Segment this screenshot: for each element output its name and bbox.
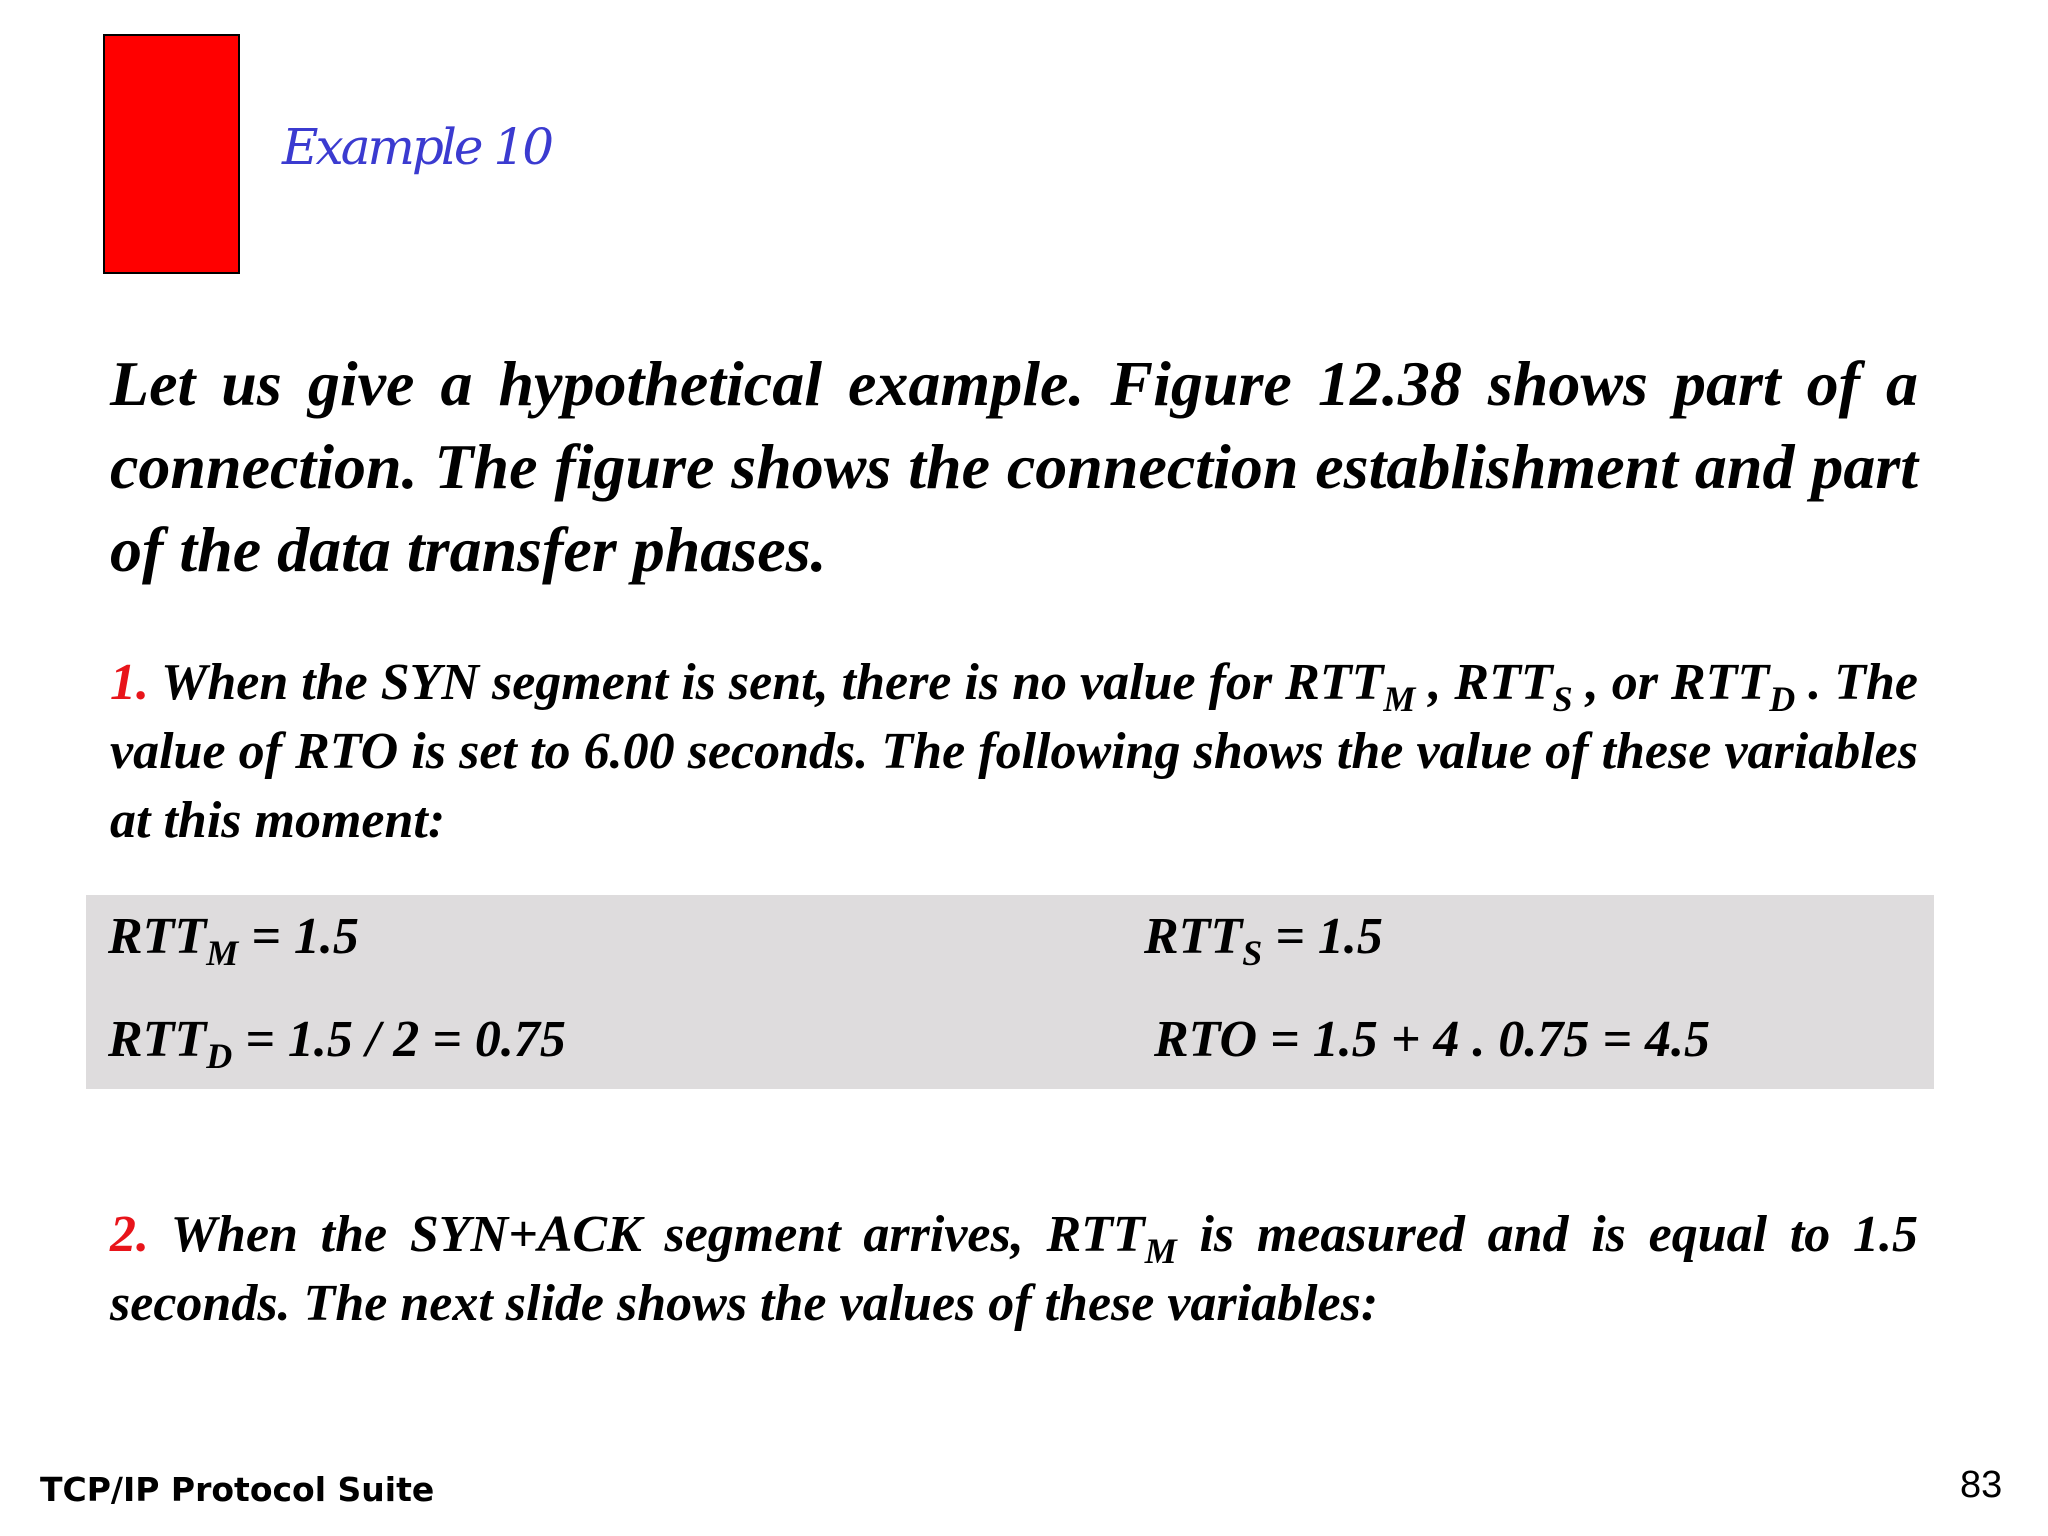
point-1-sub-c: D xyxy=(1769,679,1796,719)
rtts-value xyxy=(1144,907,1383,973)
point-2 xyxy=(110,1200,1918,1338)
rttd-rest: = 1.5 / 2 = 0.75 xyxy=(232,1011,566,1068)
point-2-text-b: is measured and is equal to 1.5 seconds. The next slide shows the values of these variables: xyxy=(110,1206,1918,1332)
point-1-number: 1. xyxy=(110,654,149,711)
footer-title: TCP/IP Protocol Suite xyxy=(40,1470,435,1509)
page-number: 83 xyxy=(1960,1464,2003,1506)
values-panel xyxy=(86,895,1934,1089)
rttm-base: RTT xyxy=(108,908,207,965)
rto-value: RTO = 1.5 + 4 . 0.75 = 4.5 xyxy=(1154,1011,1710,1068)
rttd-value xyxy=(108,1010,566,1076)
point-2-text-a: When the SYN+ACK segment arrives, RTT xyxy=(149,1206,1145,1263)
intro-paragraph: Let us give a hypothetical example. Figure 12.38 shows part of a connection. The figure shows the connection establishment and part of the data transfer phases. xyxy=(110,348,1918,585)
point-2-sub-a: M xyxy=(1144,1231,1177,1271)
point-1-sub-b: S xyxy=(1552,679,1573,719)
rttd-base: RTT xyxy=(108,1011,207,1068)
rtts-base: RTT xyxy=(1144,908,1243,965)
point-1-text-d: . The value of RTO is set to 6.00 seconds. The following shows the value of these variables at this moment: xyxy=(110,654,1919,849)
point-1-text-c: , or RTT xyxy=(1572,654,1770,711)
point-1-text-a: When the SYN segment is sent, there is no value for RTT xyxy=(149,654,1384,711)
point-2-number: 2. xyxy=(110,1206,149,1263)
rttm-sub: M xyxy=(206,933,239,973)
point-1-sub-a: M xyxy=(1383,679,1416,719)
rttm-value xyxy=(108,907,359,973)
rtts-rest: = 1.5 xyxy=(1262,908,1383,965)
rttd-sub: D xyxy=(206,1036,233,1076)
rtts-sub: S xyxy=(1242,933,1263,973)
point-1 xyxy=(110,648,1918,855)
point-1-text-b: , RTT xyxy=(1415,654,1553,711)
decorative-red-box xyxy=(103,34,240,274)
slide-title: Example 10 xyxy=(282,118,552,176)
rttm-rest: = 1.5 xyxy=(238,908,359,965)
